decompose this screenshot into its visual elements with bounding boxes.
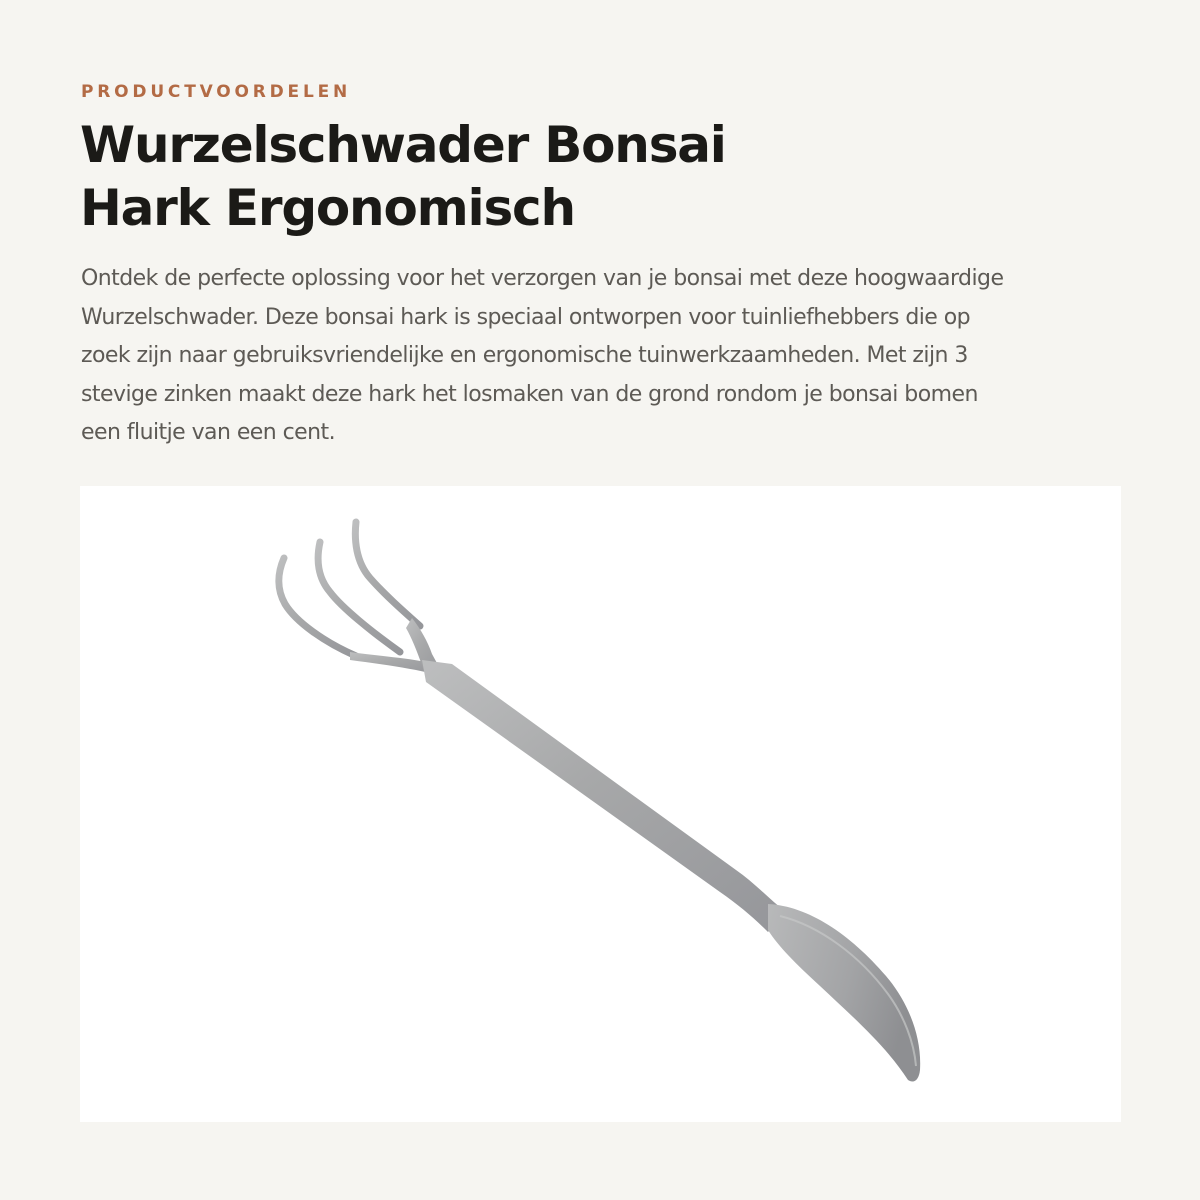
- description-line: Wurzelschwader. Deze bonsai hark is speciaal ontworpen voor tuinliefhebbers die op: [81, 304, 971, 330]
- product-description: [81, 260, 1111, 453]
- rake-spatula: [768, 904, 920, 1082]
- description-line: Ontdek de perfecte oplossing voor het verzorgen van je bonsai met deze hoogwaardige: [81, 266, 1004, 291]
- product-photo: [80, 486, 1121, 1122]
- product-title-line: Hark Ergonomisch: [80, 179, 575, 237]
- description-line: zoek zijn naar gebruiksvriendelijke en ergonomische tuinwerkzaamheden. Met zijn 3: [81, 343, 968, 368]
- description-line: stevige zinken maakt deze hark het losmaken van de grond rondom je bonsai bomen: [81, 381, 978, 407]
- product-title-line: Wurzelschwader Bonsai: [80, 116, 726, 174]
- rake-shaft: [422, 660, 786, 932]
- bonsai-rake-image: [80, 486, 1121, 1122]
- rake-tine: [355, 522, 420, 626]
- product-title: [80, 114, 1140, 240]
- description-line: een fluitje van een cent.: [81, 420, 336, 445]
- section-eyebrow: PRODUCTVOORDELEN: [81, 82, 352, 102]
